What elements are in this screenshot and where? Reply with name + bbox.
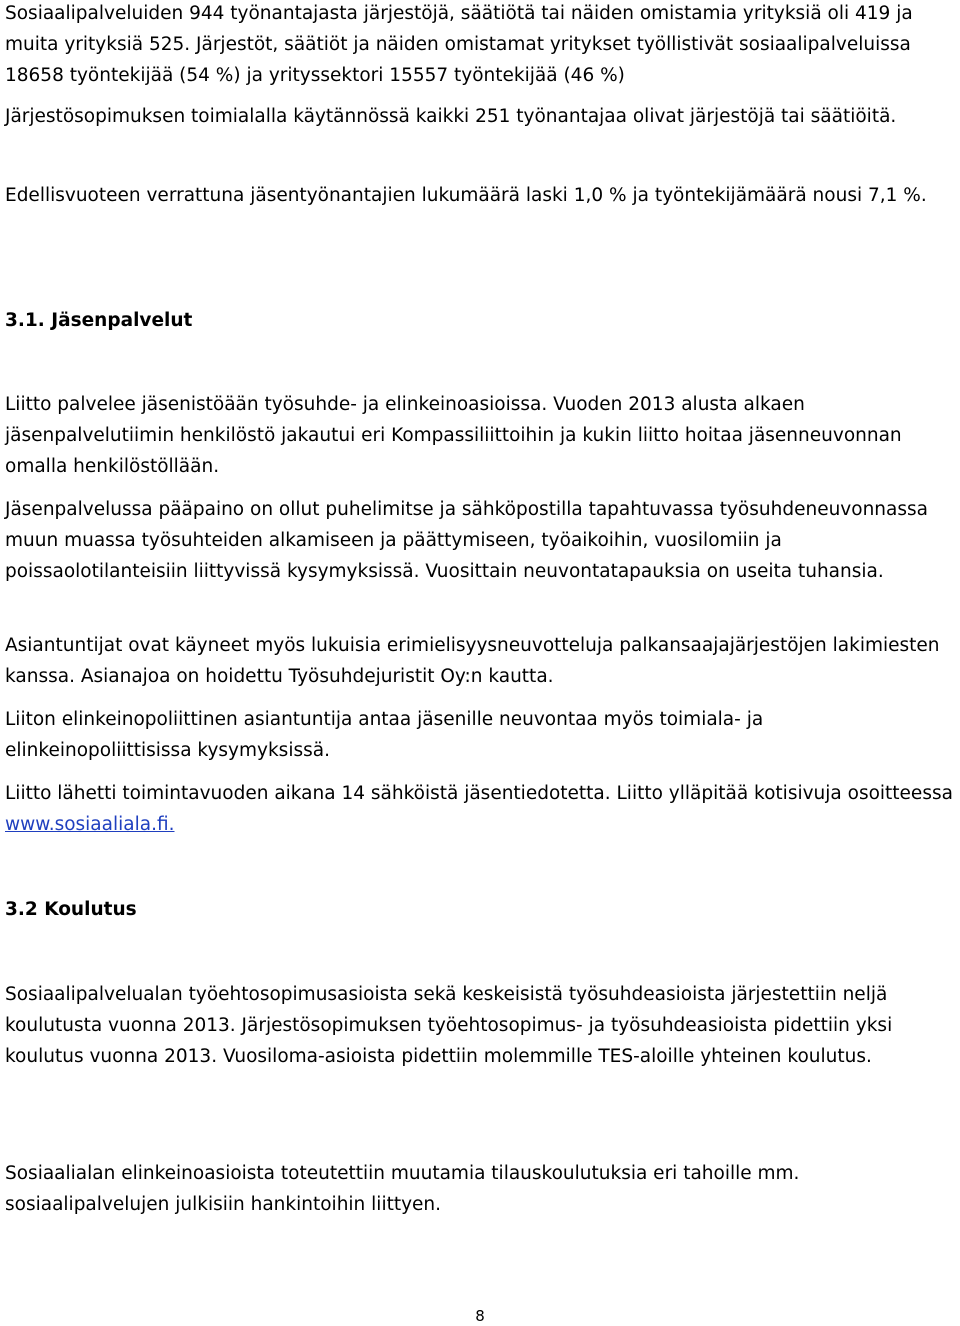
section-heading-member-services: 3.1. Jäsenpalvelut [5, 310, 193, 331]
newsletters-text: Liitto lähetti toimintavuoden aikana 14 sähköistä jäsentiedotetta. Liitto ylläpitää kotisivuja osoitteessa [5, 783, 953, 804]
paragraph-employer-statistics: Sosiaalipalveluiden 944 työnantajasta järjestöjä, säätiötä tai näiden omistamia yrityksiä oli 419 ja muita yrityksiä 525. Järjestöt, säätiöt ja näiden omistamat yritykset työllistivät sosiaalipalveluissa 18658 työntekijää (54 %) ja yrityssektori 15557 työntekijää (46 %) [5, 3, 913, 86]
paragraph-training-events: Sosiaalipalvelualan työehtosopimusasioista sekä keskeisistä työsuhdeasioista järjestettiin neljä koulutusta vuonna 2013. Järjestösopimuksen työehtosopimus- ja työsuhdeasioista pidettiin yksi koulutus vuonna 2013. Vuosiloma-asioista pidettiin molemmille TES-aloille yhteinen koulutus. [5, 984, 893, 1067]
website-link[interactable]: www.sosiaaliala.fi. [5, 814, 175, 835]
paragraph-newsletters-website [5, 778, 955, 840]
paragraph-member-services-focus: Jäsenpalvelussa pääpaino on ollut puhelimitse ja sähköpostilla tapahtuvassa työsuhdeneuvonnassa muun muassa työsuhteiden alkamiseen ja päättymiseen, työaikoihin, vuosilomiin ja poissaolotilanteisiin liittyvissä kysymyksissä. Vuosittain neuvontatapauksia on useita tuhansia. [5, 499, 928, 582]
section-heading-training: 3.2 Koulutus [5, 899, 137, 920]
paragraph-commissioned-training: Sosiaalialan elinkeinoasioista toteutettiin muutamia tilauskoulutuksia eri tahoille mm. sosiaalipalvelujen julkisiin hankintoihin liittyen. [5, 1163, 800, 1215]
paragraph-member-services-intro: Liitto palvelee jäsenistöään työsuhde- ja elinkeinoasioissa. Vuoden 2013 alusta alkaen jäsenpalvelutiimin henkilöstö jakautui eri Kompassiliittoihin ja kukin liitto hoitaa jäsenneuvonnan omalla henkilöstöllään. [5, 394, 902, 477]
paragraph-policy-expert: Liiton elinkeinopoliittinen asiantuntija antaa jäsenille neuvontaa myös toimiala- ja elinkeinopoliittisissa kysymyksissä. [5, 709, 764, 761]
paragraph-yearly-change: Edellisvuoteen verrattuna jäsentyönantajien lukumäärä laski 1,0 % ja työntekijämäärä nousi 7,1 %. [5, 185, 927, 206]
page-number: 8 [475, 1307, 485, 1325]
paragraph-agreement-sector: Järjestösopimuksen toimialalla käytännössä kaikki 251 työnantajaa olivat järjestöjä tai säätiöitä. [5, 106, 897, 127]
paragraph-experts-negotiations: Asiantuntijat ovat käyneet myös lukuisia erimielisyysneuvotteluja palkansaajajärjestöjen lakimiesten kanssa. Asianajoa on hoidettu Työsuhdejuristit Oy:n kautta. [5, 635, 940, 687]
